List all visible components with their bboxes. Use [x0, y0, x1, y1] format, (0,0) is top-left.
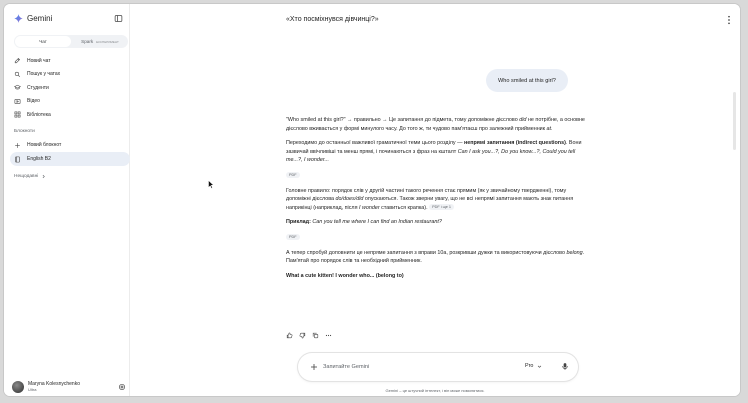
mode-chat-tab[interactable]: Чат — [15, 36, 71, 47]
sidebar-item-new-notebook[interactable] — [10, 138, 130, 152]
chat-main — [130, 4, 740, 396]
edit-icon — [14, 57, 21, 64]
chevron-right-icon — [41, 174, 46, 179]
thumbs-down-icon[interactable] — [299, 332, 306, 339]
more-horizontal-icon[interactable] — [325, 332, 332, 339]
recent-label: Нещодавні — [14, 174, 39, 179]
library-icon — [14, 111, 21, 118]
brand[interactable] — [14, 14, 52, 23]
sidebar — [4, 4, 130, 396]
sidebar-item-label: Студенти — [27, 84, 49, 91]
more-vertical-icon[interactable] — [726, 15, 732, 25]
disclaimer: Gemini – це штучний інтелект, і він може помилятися. — [385, 388, 485, 393]
response-paragraph: "Who smiled at this girl?" → правильно → Це запитання до підмета, тому допоміжне дієслово did не потрібне, а основне дієслово вживається у формі минулого часу. До того ж, ти чудово пам'ятаєш про залежний прийменник at. — [286, 117, 585, 132]
plus-icon — [14, 142, 21, 149]
thumbs-up-icon[interactable] — [286, 332, 293, 339]
user-message-bubble: Who smiled at this girl? — [486, 69, 568, 92]
microphone-icon[interactable] — [561, 362, 569, 371]
user-profile[interactable] — [12, 380, 128, 394]
mode-switch — [14, 35, 128, 48]
model-selector[interactable] — [525, 363, 542, 369]
search-icon — [14, 71, 21, 78]
sidebar-item-library[interactable] — [14, 108, 128, 122]
exercise-prompt: What a cute kitten! I wonder who... (belong to) — [286, 272, 404, 279]
source-chip[interactable]: PDF — [286, 234, 300, 240]
copy-icon[interactable] — [312, 332, 319, 339]
gemini-logo-icon — [14, 14, 23, 23]
response-paragraph: Головне правило: порядок слів у другій частині такого речення стає прямим (як у звичайному твердженні), тому допоміжні дієслова do/does/did опускаються. Також зверни увагу, що не всі непрямі запитання мають знак питання наприкінці (наприклад, після I wonder ставиться крапка). PDF і ще 1 — [286, 187, 574, 211]
sidebar-item-label: Відео — [27, 98, 40, 105]
mode-spark-tab[interactable] — [72, 36, 128, 47]
sidebar-item-english-b2[interactable] — [10, 152, 130, 166]
sidebar-item-new-chat[interactable] — [14, 54, 128, 68]
mode-spark-label: Spark — [81, 39, 94, 44]
model-label: Pro — [525, 363, 534, 369]
graduation-icon — [14, 84, 21, 91]
sidebar-item-label: Пошук у чатах — [27, 71, 61, 78]
brand-name: Gemini — [27, 14, 53, 23]
scrollbar[interactable] — [733, 92, 736, 150]
notebooks-section-label: Блокноти — [14, 129, 35, 134]
app-window — [4, 4, 740, 396]
recent-section-toggle[interactable] — [14, 174, 46, 179]
conversation-title[interactable]: «Хто посміхнувся дівчинці?» — [286, 16, 379, 23]
notebooks-list — [10, 138, 130, 166]
user-info — [28, 382, 80, 392]
sidebar-nav — [14, 54, 128, 122]
notebook-icon — [14, 156, 21, 163]
user-plan: Ultra — [28, 386, 37, 392]
video-icon — [14, 98, 21, 105]
model-response — [286, 116, 589, 286]
sidebar-item-label: Бібліотека — [27, 111, 51, 118]
avatar[interactable] — [12, 381, 24, 393]
response-paragraph: Переходимо до останньої важливої граматичної теми цього розділу — непрямі запитання (indirect questions). Вони зазвичай ввічливіші та менш прямі, і починаються з фраз на кшталт Can I ask you...?, Do you know...?, Could you tell me...?, I wonder... — [286, 140, 582, 164]
sidebar-toggle-icon[interactable] — [114, 14, 123, 23]
response-paragraph: А тепер спробуй доповнити це непряме запитання з вправи 10а, розкривши дужки та використовуючи дієслово belong. Пам'ятай про порядок слів та необхідний прийменник. — [286, 249, 585, 265]
sidebar-item-label: Новий блокнот — [27, 142, 62, 148]
settings-icon[interactable] — [118, 383, 126, 391]
user-name: Maryna Kolesnychenko — [28, 381, 80, 388]
sidebar-item-students[interactable] — [14, 81, 128, 95]
source-chip[interactable]: PDF і ще 1 — [429, 204, 454, 210]
mouse-cursor-icon — [208, 180, 214, 189]
sidebar-item-search-chats[interactable] — [14, 68, 128, 82]
chevron-down-icon — [537, 364, 542, 369]
sidebar-item-label: English B2 — [27, 156, 51, 162]
sidebar-item-label: Новий чат — [27, 57, 51, 64]
prompt-box — [298, 353, 578, 381]
add-attachment-icon[interactable] — [310, 363, 318, 371]
experiment-badge: ЕКСПЕРИМЕНТ — [96, 39, 119, 44]
source-chip[interactable]: PDF — [286, 172, 300, 178]
response-actions — [286, 332, 332, 339]
prompt-input[interactable] — [323, 362, 503, 372]
sidebar-item-video[interactable] — [14, 95, 128, 109]
response-paragraph: Приклад: Can you tell me where I can find an Indian restaurant? — [286, 219, 442, 226]
